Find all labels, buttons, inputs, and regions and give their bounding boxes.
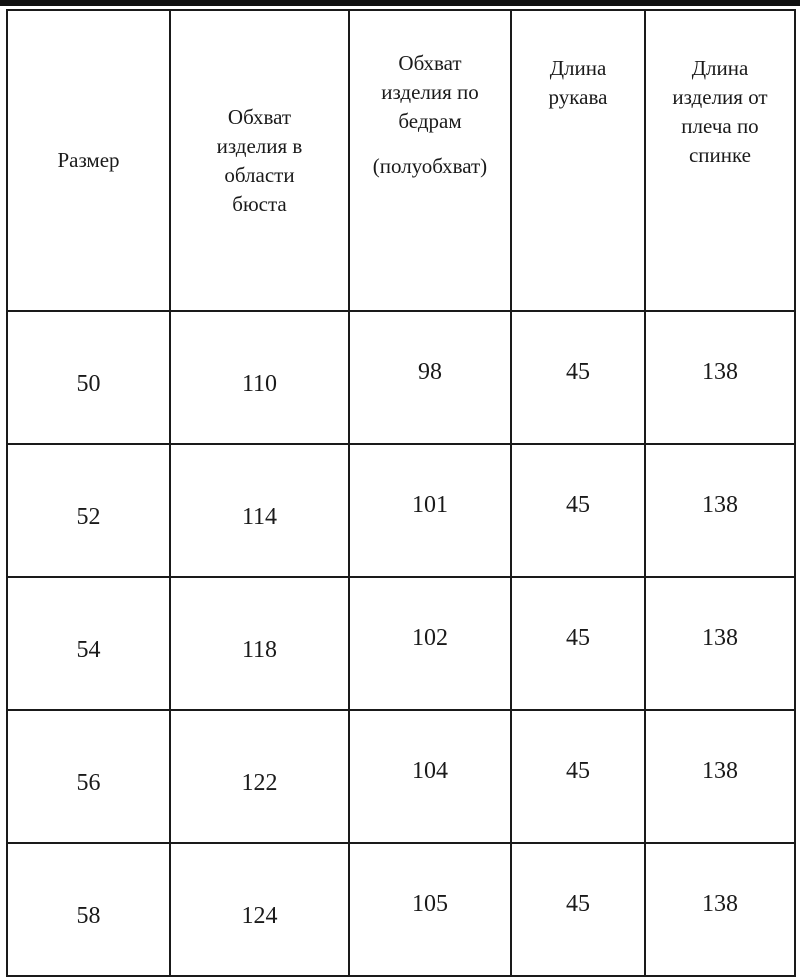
cell-hip-girth: 101	[349, 444, 511, 577]
cell-back-length: 138	[645, 710, 795, 843]
cell-size: 58	[7, 843, 170, 976]
cell-sleeve-length: 45	[511, 577, 645, 710]
table-row	[7, 577, 795, 710]
cell-bust-girth: 124	[170, 843, 349, 976]
cell-bust-girth: 110	[170, 311, 349, 444]
table-row	[7, 710, 795, 843]
cell-bust-girth: 122	[170, 710, 349, 843]
table-row	[7, 444, 795, 577]
cell-size: 56	[7, 710, 170, 843]
table-row	[7, 311, 795, 444]
table-row	[7, 843, 795, 976]
cell-bust-girth: 114	[170, 444, 349, 577]
header-bust-girth: Обхват изделия в области бюста	[170, 10, 349, 311]
header-back-length: Длина изделия от плеча по спинке	[645, 10, 795, 311]
cell-size: 52	[7, 444, 170, 577]
top-border-bar	[0, 0, 800, 6]
header-size: Размер	[7, 10, 170, 311]
cell-sleeve-length: 45	[511, 843, 645, 976]
cell-bust-girth: 118	[170, 577, 349, 710]
cell-back-length: 138	[645, 444, 795, 577]
cell-size: 54	[7, 577, 170, 710]
header-hip-girth: Обхват изделия по бедрам (полуобхват)	[349, 10, 511, 311]
cell-back-length: 138	[645, 311, 795, 444]
cell-hip-girth: 98	[349, 311, 511, 444]
size-chart-table	[6, 9, 796, 977]
cell-hip-girth: 105	[349, 843, 511, 976]
header-sleeve-length: Длина рукава	[511, 10, 645, 311]
cell-sleeve-length: 45	[511, 444, 645, 577]
cell-sleeve-length: 45	[511, 311, 645, 444]
cell-size: 50	[7, 311, 170, 444]
cell-back-length: 138	[645, 843, 795, 976]
cell-hip-girth: 102	[349, 577, 511, 710]
table-header-row	[7, 10, 795, 311]
cell-back-length: 138	[645, 577, 795, 710]
cell-sleeve-length: 45	[511, 710, 645, 843]
cell-hip-girth: 104	[349, 710, 511, 843]
